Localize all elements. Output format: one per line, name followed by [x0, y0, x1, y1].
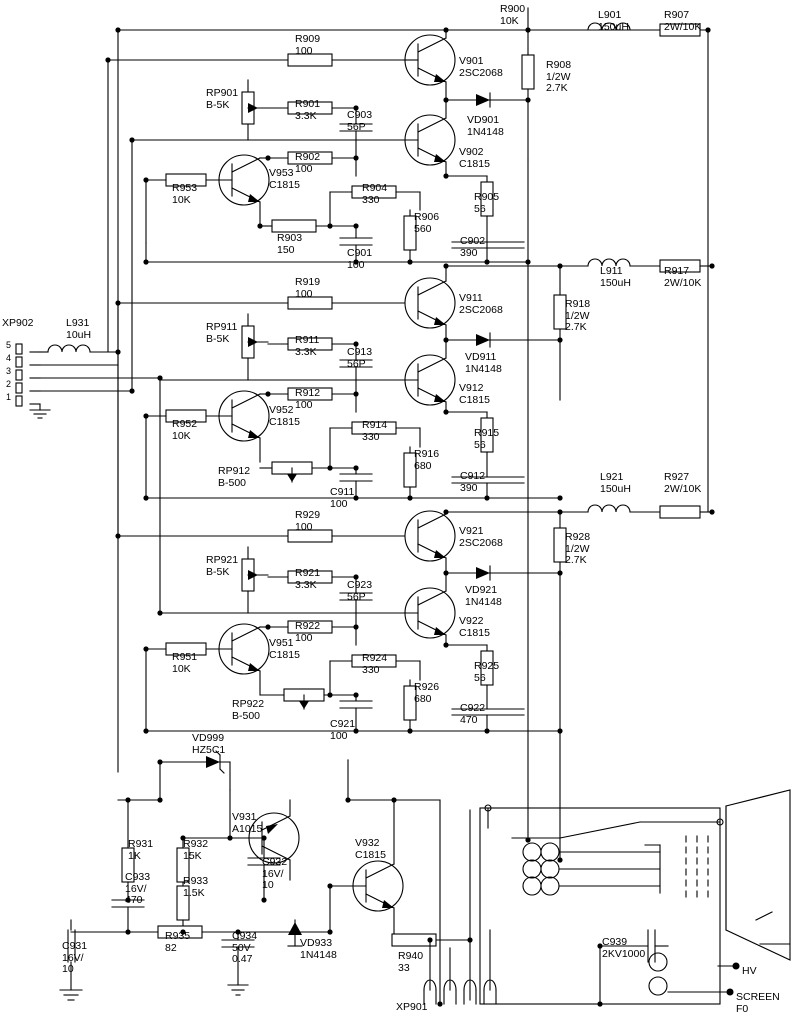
- label-ref: R917: [664, 265, 690, 277]
- label-ref: C911: [330, 486, 355, 498]
- label-ref: R904: [362, 182, 388, 194]
- label-ref: V912: [459, 382, 484, 394]
- label-ref: R951: [172, 651, 198, 663]
- label-value: 1/2W: [565, 309, 590, 322]
- label-ref: R952: [172, 418, 198, 430]
- label-ref: XP902: [2, 317, 34, 329]
- label-ref: VD921: [465, 584, 498, 596]
- label-ref: V951: [269, 637, 294, 649]
- label-value: 150uH: [600, 276, 631, 289]
- label-value-2: 10: [262, 879, 274, 891]
- label-ref: R919: [295, 276, 321, 288]
- label-r919: [295, 277, 320, 300]
- label-ref: C913: [347, 346, 373, 358]
- label-xp901: [396, 1002, 428, 1014]
- label-rp922: [232, 699, 264, 722]
- label-value: 10uH: [66, 328, 92, 341]
- label-r940: [398, 951, 423, 974]
- label-ref: VD999: [192, 732, 225, 744]
- label-l911: [600, 266, 631, 289]
- label-ref: R921: [295, 567, 321, 579]
- label-ref: R935: [165, 930, 191, 942]
- label-v952: [269, 405, 300, 428]
- label-l931: [66, 318, 91, 341]
- label-value: 100: [330, 497, 348, 510]
- label-r929: [295, 510, 320, 533]
- label-r927: [664, 472, 701, 495]
- label-r933: [183, 876, 208, 899]
- label-r917: [664, 266, 701, 289]
- label-ref: R908: [546, 59, 572, 71]
- xp902-pin-3: 3: [6, 366, 12, 376]
- label-r953: [172, 183, 197, 206]
- label-c932: [262, 857, 287, 892]
- label-ref: V911: [459, 292, 483, 304]
- label-value: 10K: [172, 662, 191, 675]
- label-value: 56P: [347, 590, 366, 603]
- label-ref: R912: [295, 387, 321, 399]
- label-value: 680: [414, 692, 432, 705]
- label-ref: L921: [600, 471, 624, 483]
- label-ref: R940: [398, 950, 424, 962]
- label-ref: V921: [459, 525, 484, 537]
- label-ref: R918: [565, 298, 591, 310]
- label-ref: C939: [602, 936, 628, 948]
- label-ref: R928: [565, 531, 591, 543]
- label-value-2: 10: [62, 963, 74, 975]
- label-value: 10K: [500, 14, 519, 27]
- label-value: 100: [295, 162, 313, 175]
- label-hv: [742, 966, 757, 978]
- label-c921: [330, 719, 355, 742]
- label-value-2: 2.7K: [565, 554, 587, 566]
- label-value: C1815: [355, 848, 386, 861]
- label-r904: [362, 183, 387, 206]
- label-v953: [269, 168, 300, 191]
- label-ref: RP922: [232, 698, 265, 710]
- label-r952: [172, 419, 197, 442]
- label-value: 16V/: [62, 951, 84, 964]
- label-value-2: 2.7K: [565, 321, 587, 333]
- label-value: 2SC2068: [459, 66, 503, 79]
- label-v921: [459, 526, 503, 549]
- label-ref: R925: [474, 660, 500, 672]
- label-ref: C901: [347, 247, 373, 259]
- label-value: 100: [295, 631, 313, 644]
- label-value: 150: [277, 243, 295, 256]
- label-r903: [277, 233, 302, 256]
- label-value: 330: [362, 663, 380, 676]
- label-rp901: [206, 88, 238, 111]
- label-value: C1815: [459, 626, 490, 639]
- label-ref: R926: [414, 681, 440, 693]
- label-value: 2W/10K: [664, 482, 702, 495]
- label-r924: [362, 653, 387, 676]
- label-ref: V901: [459, 55, 484, 67]
- label-ref: L911: [600, 265, 623, 277]
- label-value-2: 470: [125, 894, 143, 906]
- label-ref: VD911: [465, 351, 497, 363]
- label-value: C1815: [269, 178, 300, 191]
- label-vd933: [300, 938, 337, 961]
- label-ref: V902: [459, 146, 484, 158]
- label-value: C1815: [269, 648, 300, 661]
- label-value: B-500: [232, 709, 261, 722]
- label-value: 2SC2068: [459, 536, 503, 549]
- label-value: B-5K: [206, 98, 230, 111]
- label-v922: [459, 616, 490, 639]
- label-ref: SCREEN: [736, 991, 780, 1003]
- label-value: HZ5C1: [192, 743, 226, 756]
- label-ref: V931: [232, 811, 257, 823]
- label-r916: [414, 449, 439, 472]
- label-ref: R932: [183, 838, 209, 850]
- xp902-pin-4: 4: [6, 353, 12, 363]
- label-v912: [459, 383, 490, 406]
- label-ref: R931: [128, 838, 154, 850]
- label-r931: [128, 839, 153, 862]
- label-value: 330: [362, 193, 380, 206]
- label-value: 3.3K: [295, 345, 317, 358]
- label-ref: R906: [414, 211, 440, 223]
- label-c933: [125, 872, 150, 907]
- label-ref: R915: [474, 427, 500, 439]
- label-ref: R907: [664, 9, 690, 21]
- label-v932: [355, 838, 386, 861]
- label-ref: C912: [460, 470, 486, 482]
- label-ref: C934: [232, 930, 258, 942]
- label-value-2: 0.47: [232, 953, 253, 965]
- label-ref: C931: [62, 940, 88, 952]
- label-xp902: [2, 318, 34, 330]
- label-r932: [183, 839, 208, 862]
- label-r925: [474, 661, 499, 684]
- label-value: 3.3K: [295, 109, 317, 122]
- label-value: 100: [295, 44, 313, 57]
- label-value: 390: [460, 481, 478, 494]
- label-value: 50V: [232, 941, 251, 954]
- label-ref: C921: [330, 718, 356, 730]
- label-value: 150uH: [600, 482, 631, 495]
- label-ref: R916: [414, 448, 440, 460]
- label-ref: R911: [295, 334, 320, 346]
- label-ref: R933: [183, 875, 209, 887]
- label-c934: [232, 931, 257, 966]
- label-r914: [362, 420, 387, 443]
- label-ref: XP901: [396, 1001, 428, 1013]
- label-c901: [347, 248, 372, 271]
- label-ref: V953: [269, 167, 294, 179]
- label-rp911: [206, 322, 237, 345]
- label-vd921: [465, 585, 502, 608]
- label-value: 1N4148: [465, 362, 502, 375]
- label-ref: R914: [362, 419, 388, 431]
- label-r928: [565, 532, 590, 567]
- label-ref: R924: [362, 652, 388, 664]
- label-value: 2KV1000: [602, 947, 646, 960]
- label-vd999: [192, 733, 225, 756]
- label-value: 100: [295, 520, 313, 533]
- label-value: B-5K: [206, 332, 230, 345]
- label-value: 1N4148: [465, 595, 502, 608]
- label-v911: [459, 293, 503, 316]
- label-ref: L931: [66, 317, 90, 329]
- label-value: 330: [362, 430, 380, 443]
- label-value: 100: [347, 258, 365, 271]
- label-r900: [500, 4, 525, 27]
- label-ref: VD901: [467, 114, 500, 126]
- label-ref: R900: [500, 3, 526, 15]
- label-ref: C933: [125, 871, 151, 883]
- label-value: 2W/10K: [664, 276, 702, 289]
- label-value: 150uH: [598, 20, 629, 33]
- label-v931: [232, 812, 262, 835]
- label-l901: [598, 10, 629, 33]
- label-ref: R901: [295, 98, 321, 110]
- label-value: 470: [460, 713, 478, 726]
- label-value: 15K: [183, 849, 202, 862]
- label-r915: [474, 428, 499, 451]
- label-value: C1815: [269, 415, 300, 428]
- label-value: 1N4148: [467, 125, 504, 138]
- label-value: 1K: [128, 849, 141, 862]
- label-l921: [600, 472, 631, 495]
- label-value: 1/2W: [565, 542, 590, 555]
- label-ref: C932: [262, 856, 288, 868]
- label-value: 2W/10K: [664, 20, 702, 33]
- label-r921: [295, 568, 320, 591]
- xp902-pin-2: 2: [6, 379, 12, 389]
- label-ref: VD933: [300, 937, 333, 949]
- label-value: 680: [414, 459, 432, 472]
- label-value: 56P: [347, 120, 366, 133]
- label-value: 56: [474, 202, 486, 215]
- label-vd911: [465, 352, 502, 375]
- label-value: 56: [474, 438, 486, 451]
- label-r909: [295, 34, 320, 57]
- label-value: F0: [736, 1002, 749, 1015]
- label-ref: C922: [460, 702, 486, 714]
- label-v951: [269, 638, 300, 661]
- label-value: 560: [414, 222, 432, 235]
- label-r907: [664, 10, 701, 33]
- label-value: 3.3K: [295, 578, 317, 591]
- label-r935: [165, 931, 190, 954]
- label-value: 33: [398, 961, 410, 974]
- label-value-2: 2.7K: [546, 82, 568, 94]
- label-ref: R929: [295, 509, 321, 521]
- label-value: 100: [295, 287, 313, 300]
- label-value: 390: [460, 246, 478, 259]
- label-rp921: [206, 555, 238, 578]
- label-ref: R927: [664, 471, 690, 483]
- label-ref: V922: [459, 615, 484, 627]
- label-value: 82: [165, 941, 177, 954]
- label-c903: [347, 110, 372, 133]
- label-c931: [62, 941, 87, 976]
- label-ref: R922: [295, 620, 321, 632]
- label-r951: [172, 652, 197, 675]
- xp902-pin-1: 1: [6, 392, 12, 402]
- label-value: B-5K: [206, 565, 230, 578]
- label-vd901: [467, 115, 504, 138]
- label-v902: [459, 147, 490, 170]
- label-ref: V932: [355, 837, 380, 849]
- label-c923: [347, 580, 372, 603]
- label-r926: [414, 682, 439, 705]
- label-value: 2SC2068: [459, 303, 503, 316]
- label-ref: R909: [295, 33, 321, 45]
- label-c939: [602, 937, 645, 960]
- label-value: 1N4148: [300, 948, 337, 961]
- label-value: 1.5K: [183, 886, 205, 899]
- label-value: C1815: [459, 157, 490, 170]
- label-ref: RP921: [206, 554, 239, 566]
- label-value: 16V/: [262, 867, 284, 880]
- label-ref: R953: [172, 182, 198, 194]
- label-value: 10K: [172, 193, 191, 206]
- label-value: 56: [474, 671, 486, 684]
- label-value: 100: [330, 729, 348, 742]
- label-ref: RP911: [206, 321, 238, 333]
- label-value: 100: [295, 398, 313, 411]
- label-value: 10K: [172, 429, 191, 442]
- label-rp912: [218, 466, 250, 489]
- label-ref: RP901: [206, 87, 239, 99]
- label-value: 1/2W: [546, 70, 571, 83]
- label-r906: [414, 212, 439, 235]
- label-ref: C902: [460, 235, 486, 247]
- label-ref: R903: [277, 232, 303, 244]
- label-value: 56P: [347, 357, 366, 370]
- label-c912: [460, 471, 485, 494]
- label-c902: [460, 236, 485, 259]
- label-r905: [474, 192, 499, 215]
- label-value: B-500: [218, 476, 247, 489]
- label-screen: [736, 992, 780, 1015]
- label-ref: R905: [474, 191, 500, 203]
- label-value: 16V/: [125, 882, 147, 895]
- label-ref: RP912: [218, 465, 251, 477]
- label-r908: [546, 60, 571, 95]
- label-v901: [459, 56, 503, 79]
- label-r918: [565, 299, 590, 334]
- label-ref: C923: [347, 579, 373, 591]
- label-r911: [295, 335, 319, 358]
- label-ref: V952: [269, 404, 294, 416]
- label-ref: C903: [347, 109, 373, 121]
- label-c911: [330, 487, 354, 510]
- label-value: C1815: [459, 393, 490, 406]
- label-ref: L901: [598, 9, 622, 21]
- label-value: A1015: [232, 822, 263, 835]
- label-ref: R902: [295, 151, 321, 163]
- label-c922: [460, 703, 485, 726]
- xp902-pin-5: 5: [6, 340, 12, 350]
- label-r901: [295, 99, 320, 122]
- label-c913: [347, 347, 372, 370]
- label-ref: HV: [742, 965, 757, 977]
